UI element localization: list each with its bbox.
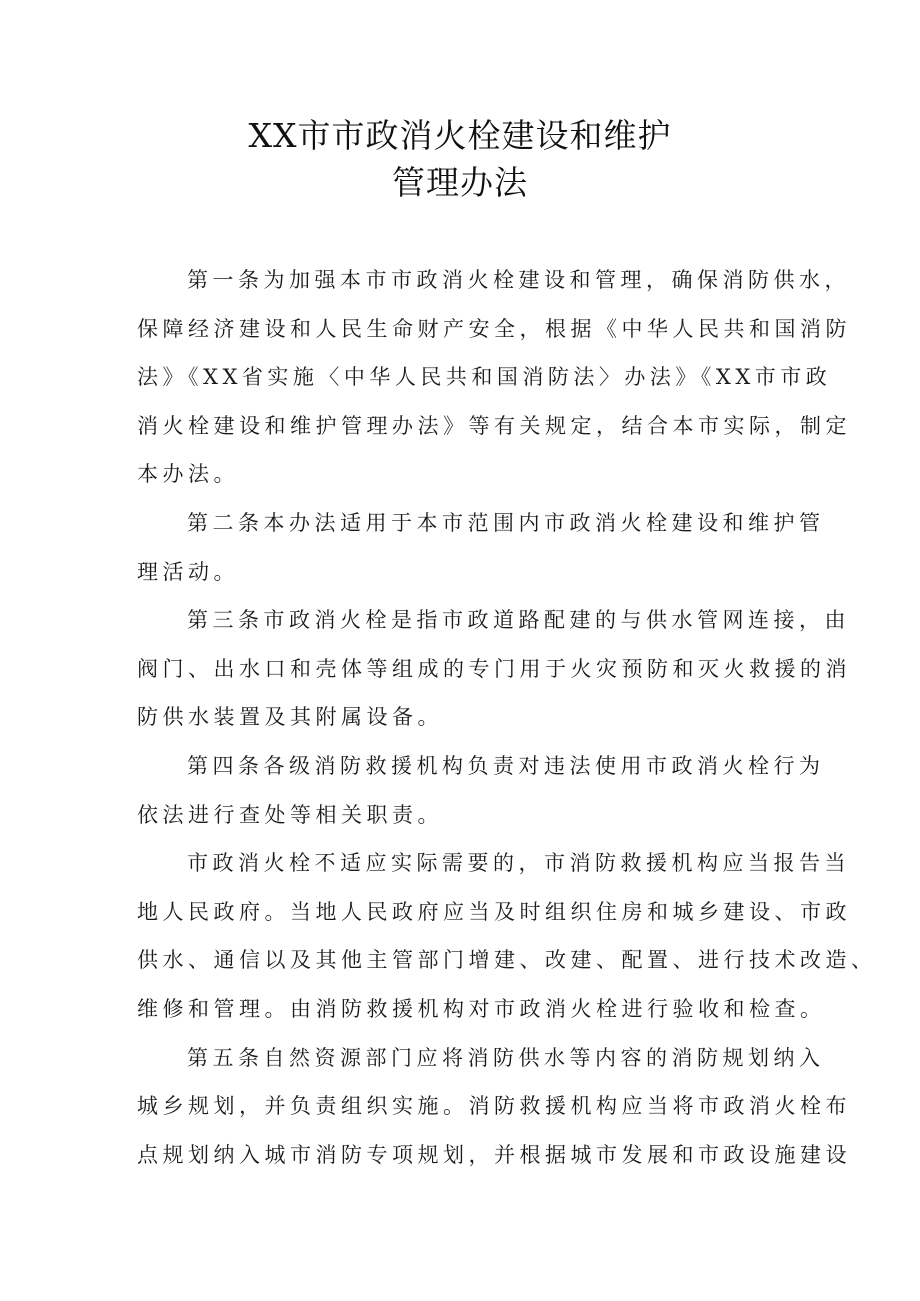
article-4-continued-paragraph	[137, 839, 877, 1033]
text-line: 城乡规划，并负责组织实施。消防救援机构应当将市政消火栓布	[137, 1094, 851, 1119]
article-2-paragraph	[137, 499, 825, 596]
text-line: 第二条本办法适用于本市范围内市政消火栓建设和维护管	[187, 510, 825, 535]
text-line: 本办法。	[137, 462, 239, 487]
text-line: 第五条自然资源部门应将消防供水等内容的消防规划纳入	[187, 1045, 825, 1070]
text-line: 市政消火栓不适应实际需要的，市消防救援机构应当报告当	[187, 851, 850, 876]
text-line: 供水、通信以及其他主管部门增建、改建、配置、进行技术改造、	[137, 948, 877, 973]
article-3-paragraph	[137, 596, 851, 742]
article-1-paragraph	[137, 256, 851, 499]
text-line: 第一条为加强本市市政消火栓建设和管理，确保消防供水，	[187, 268, 850, 292]
text-line: 依法进行查处等相关职责。	[137, 802, 443, 827]
document-title-line-1: XX市市政消火栓建设和维护	[248, 116, 672, 155]
text-line: 理活动。	[137, 559, 239, 584]
text-line: 消火栓建设和维护管理办法》等有关规定，结合本市实际，制定	[137, 413, 851, 438]
text-line: 地人民政府。当地人民政府应当及时组织住房和城乡建设、市政	[137, 899, 851, 924]
text-line: 防供水装置及其附属设备。	[137, 705, 443, 730]
article-5-paragraph	[137, 1034, 851, 1180]
document-body	[137, 256, 877, 1179]
text-line: 第三条市政消火栓是指市政道路配建的与供水管网连接，由	[187, 608, 850, 633]
text-line: 维修和管理。由消防救援机构对市政消火栓进行验收和检查。	[137, 996, 826, 1021]
text-line: 阀门、出水口和壳体等组成的专门用于火灾预防和灭火救援的消	[137, 656, 851, 681]
text-line: 法》《XX省实施〈中华人民共和国消防法〉办法》《XX市市政	[137, 365, 832, 390]
text-line: 点规划纳入城市消防专项规划，并根据城市发展和市政设施建设	[137, 1142, 851, 1167]
document-title-line-2: 管理办法	[392, 163, 528, 202]
text-line: 保障经济建设和人民生命财产安全，根据《中华人民共和国消防	[137, 316, 851, 341]
text-line: 第四条各级消防救援机构负责对违法使用市政消火栓行为	[187, 753, 825, 778]
article-4-paragraph	[137, 742, 825, 839]
